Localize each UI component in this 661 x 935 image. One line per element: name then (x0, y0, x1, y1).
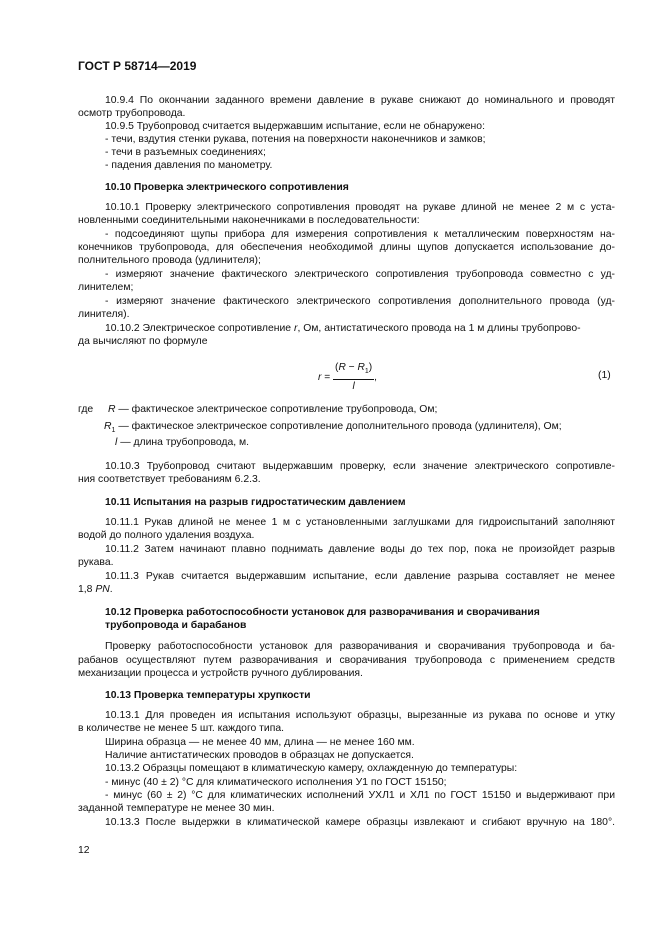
paragraph-line: 10.9.4 По окончании заданного времени давление в рукаве снижают до номинального и проводят (105, 95, 615, 106)
paragraph-line: рукава. (78, 557, 114, 568)
paragraph-line: заданной температуре не менее 30 мин. (78, 803, 275, 814)
list-item: - измеряют значение фактического электрического сопротивления трубопровода совместно с уд- (105, 269, 615, 280)
paragraph-line: 10.11.1 Рукав длиной не менее 1 м с установленными заглушками для гидроиспытаний заполняют (105, 517, 615, 528)
list-item: - минус (40 ± 2) °С для климатического исполнения У1 по ГОСТ 15150; (105, 777, 447, 788)
section-heading: 10.11 Испытания на разрыв гидростатическим давлением (105, 497, 406, 508)
formula-number: (1) (598, 370, 611, 381)
paragraph-line: 10.13.3 После выдержки в климатической камере образцы извлекают и сгибают вручную на 180°. (105, 817, 615, 828)
paragraph-line: линителем; (78, 282, 134, 293)
section-heading: 10.13 Проверка температуры хрупкости (105, 690, 311, 701)
paragraph-line: Проверку работоспособности установок для разворачивания и сворачивания трубопровода и ба- (105, 641, 615, 652)
paragraph-line: 10.13.1 Для проведен ия испытания используют образцы, вырезанные из рукава по основе и утку (105, 710, 615, 721)
formula: r = $\frac{(R - R_1)}{l}$ , (318, 362, 377, 393)
paragraph-line: 1,8 PN. (78, 584, 113, 595)
paragraph-line: 10.10.1 Проверку электрического сопротивления проводят на рукаве длиной не менее 2 м с уста- (105, 202, 615, 213)
paragraph-line: конечников трубопровода, для обеспечения необходимой длины щупов допускается использование до- (78, 242, 615, 253)
page-number: 12 (78, 845, 90, 856)
section-heading: трубопровода и барабанов (105, 620, 247, 631)
paragraph-line: линителя). (78, 309, 130, 320)
paragraph-line: 10.13.2 Образцы помещают в климатическую камеру, охлажденную до температуры: (105, 763, 518, 774)
list-item: - течи, вздутия стенки рукава, потения на поверхности наконечников и замков; (105, 134, 486, 145)
list-item: - минус (60 ± 2) °С для климатических исполнений УХЛ1 и ХЛ1 по ГОСТ 15150 и выдерживают при (105, 790, 615, 801)
formula-fraction: $\frac{(R - R_1)}{l}$ (335, 362, 373, 393)
paragraph-line: 10.11.2 Затем начинают плавно поднимать давление воды до тех пор, пока не произойдет разрыв (105, 544, 615, 555)
list-item: - измеряют значение фактического электрического сопротивления дополнительного провода (уд- (105, 296, 615, 307)
paragraph-line: полнительного провода (удлинителя); (78, 255, 261, 266)
paragraph-line: механизации процесса и устройств ручного дублирования. (78, 668, 363, 679)
paragraph-line: Ширина образца — не менее 40 мм, длина — не менее 160 мм. (105, 737, 415, 748)
paragraph-line: Наличие антистатических проводов в образцах не допускается. (105, 750, 414, 761)
list-item: - падения давления по манометру. (105, 160, 273, 171)
paragraph-line: да вычисляют по формуле (78, 336, 208, 347)
where-label: где (78, 404, 94, 415)
paragraph-line: ния соответствует требованиям 6.2.3. (78, 474, 261, 485)
paragraph-line: в количестве не менее 5 шт. каждого типа. (78, 723, 285, 734)
paragraph-line: водой до полного удаления воздуха. (78, 530, 255, 541)
document-header-title: ГОСТ Р 58714—2019 (78, 59, 197, 73)
paragraph-line: новленными соединительными наконечниками в последовательности: (78, 215, 420, 226)
text-run: 10.10.2 Электрическое сопротивление r, Ом, антистатического провода на 1 м длины трубопрово- (105, 323, 581, 334)
definition-item: l — длина трубопровода, м. (115, 437, 250, 448)
paragraph-line: осмотр трубопровода. (78, 108, 186, 119)
section-heading: 10.12 Проверка работоспособности установок для разворачивания и сворачивания (105, 607, 540, 618)
list-item: - течи в разъемных соединениях; (105, 147, 266, 158)
paragraph-line: 10.11.3 Рукав считается выдержавшим испытание, если давление разрыва составляет не менее (105, 571, 615, 582)
list-item: - подсоединяют щупы прибора для измерения сопротивления к металлическим поверхностям на- (105, 229, 615, 240)
definition-item: $R_1$ — фактическое электрическое сопротивление дополнительного провода (удлинителя), Ом; (104, 421, 562, 435)
paragraph-line: 10.9.5 Трубопровод считается выдержавшим испытание, если не обнаружено: (105, 121, 485, 132)
section-heading: 10.10 Проверка электрического сопротивления (105, 182, 349, 193)
definition-item: R — фактическое электрическое сопротивление трубопровода, Ом; (108, 404, 438, 415)
paragraph-line: 10.10.3 Трубопровод считают выдержавшим проверку, если значение электрического сопротивле- (105, 461, 615, 472)
paragraph-line: рабанов осуществляют путем разворачивания и сворачивания трубопровода с применением средств (78, 655, 615, 666)
